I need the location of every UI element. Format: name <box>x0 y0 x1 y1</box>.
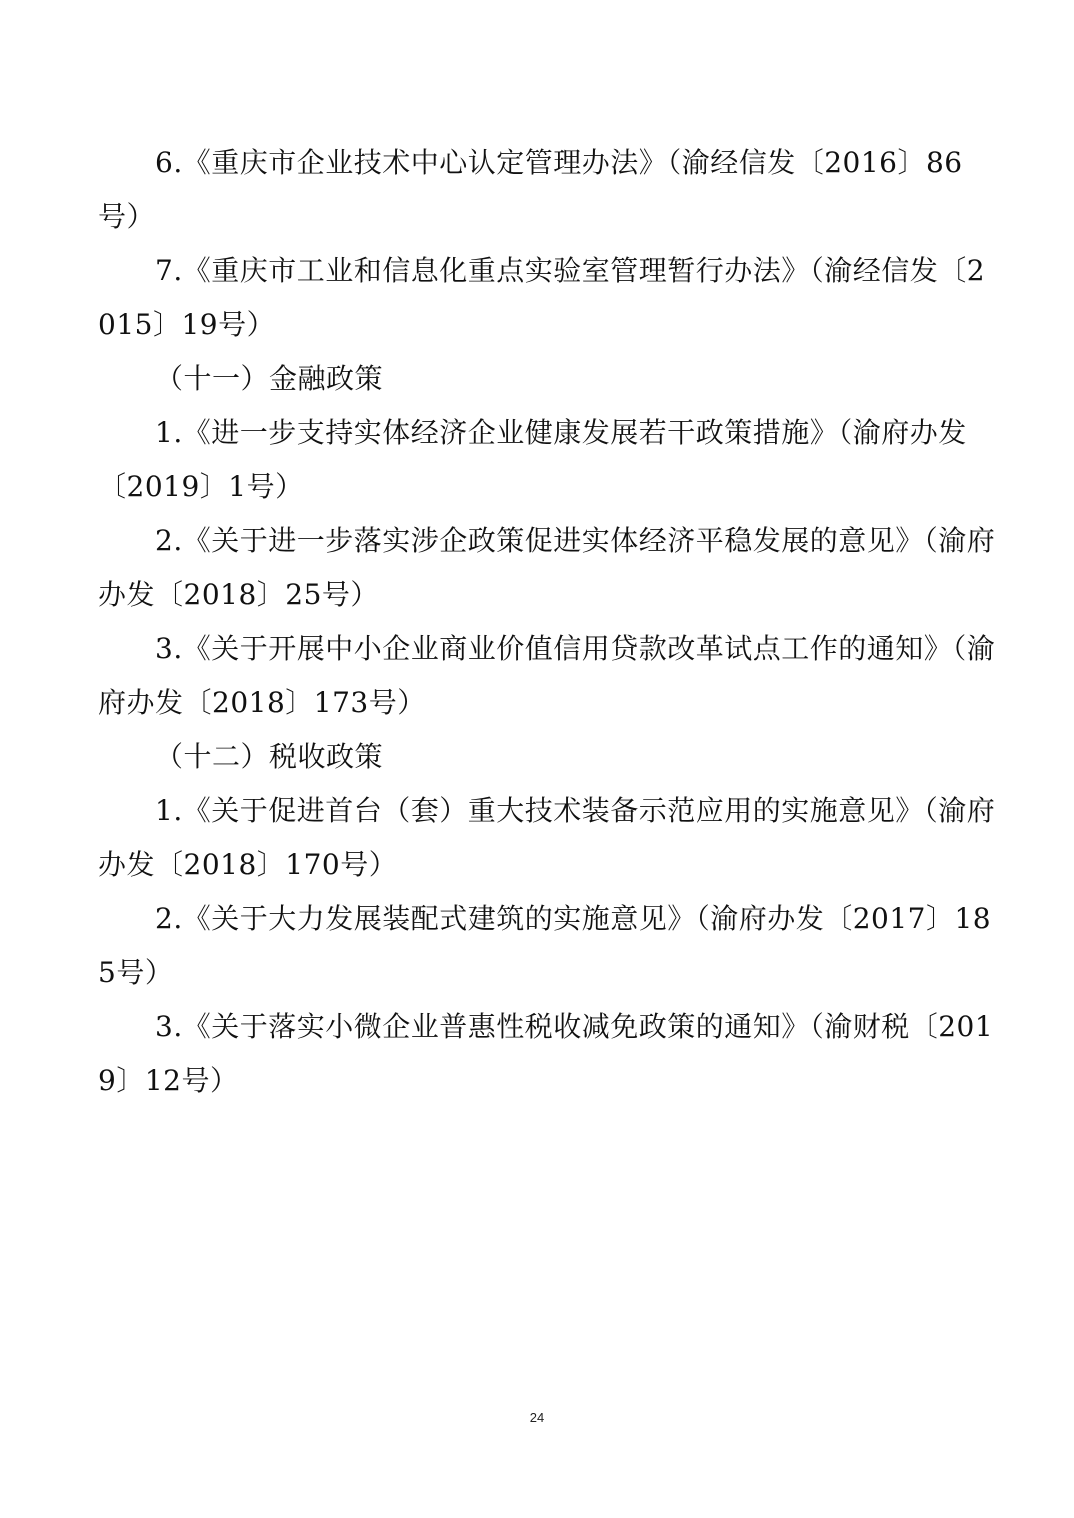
tax-policy-item-1: 1.《关于促进首台（套）重大技术装备示范应用的实施意见》（渝府办发〔2018〕170号） <box>98 794 996 881</box>
section-heading-financial-policy: （十一）金融政策 <box>155 362 384 395</box>
page-number: 24 <box>529 1410 545 1425</box>
financial-policy-item-3: 3.《关于开展中小企业商业价值信用贷款改革试点工作的通知》（渝府办发〔2018〕173号） <box>98 632 996 719</box>
tax-policy-item-3: 3.《关于落实小微企业普惠性税收减免政策的通知》（渝财税〔2019〕12号） <box>98 1010 994 1097</box>
document-body <box>98 136 996 1108</box>
policy-item-6: 6.《重庆市企业技术中心认定管理办法》（渝经信发〔2016〕86号） <box>98 146 963 233</box>
tax-policy-item-2: 2.《关于大力发展装配式建筑的实施意见》（渝府办发〔2017〕185号） <box>98 902 992 989</box>
section-heading-tax-policy: （十二）税收政策 <box>155 740 384 773</box>
financial-policy-item-1: 1.《进一步支持实体经济企业健康发展若干政策措施》（渝府办发〔2019〕1号） <box>98 416 967 503</box>
policy-item-7: 7.《重庆市工业和信息化重点实验室管理暂行办法》（渝经信发〔2015〕19号） <box>98 254 986 341</box>
financial-policy-item-2: 2.《关于进一步落实涉企政策促进实体经济平稳发展的意见》（渝府办发〔2018〕25号） <box>98 524 996 611</box>
